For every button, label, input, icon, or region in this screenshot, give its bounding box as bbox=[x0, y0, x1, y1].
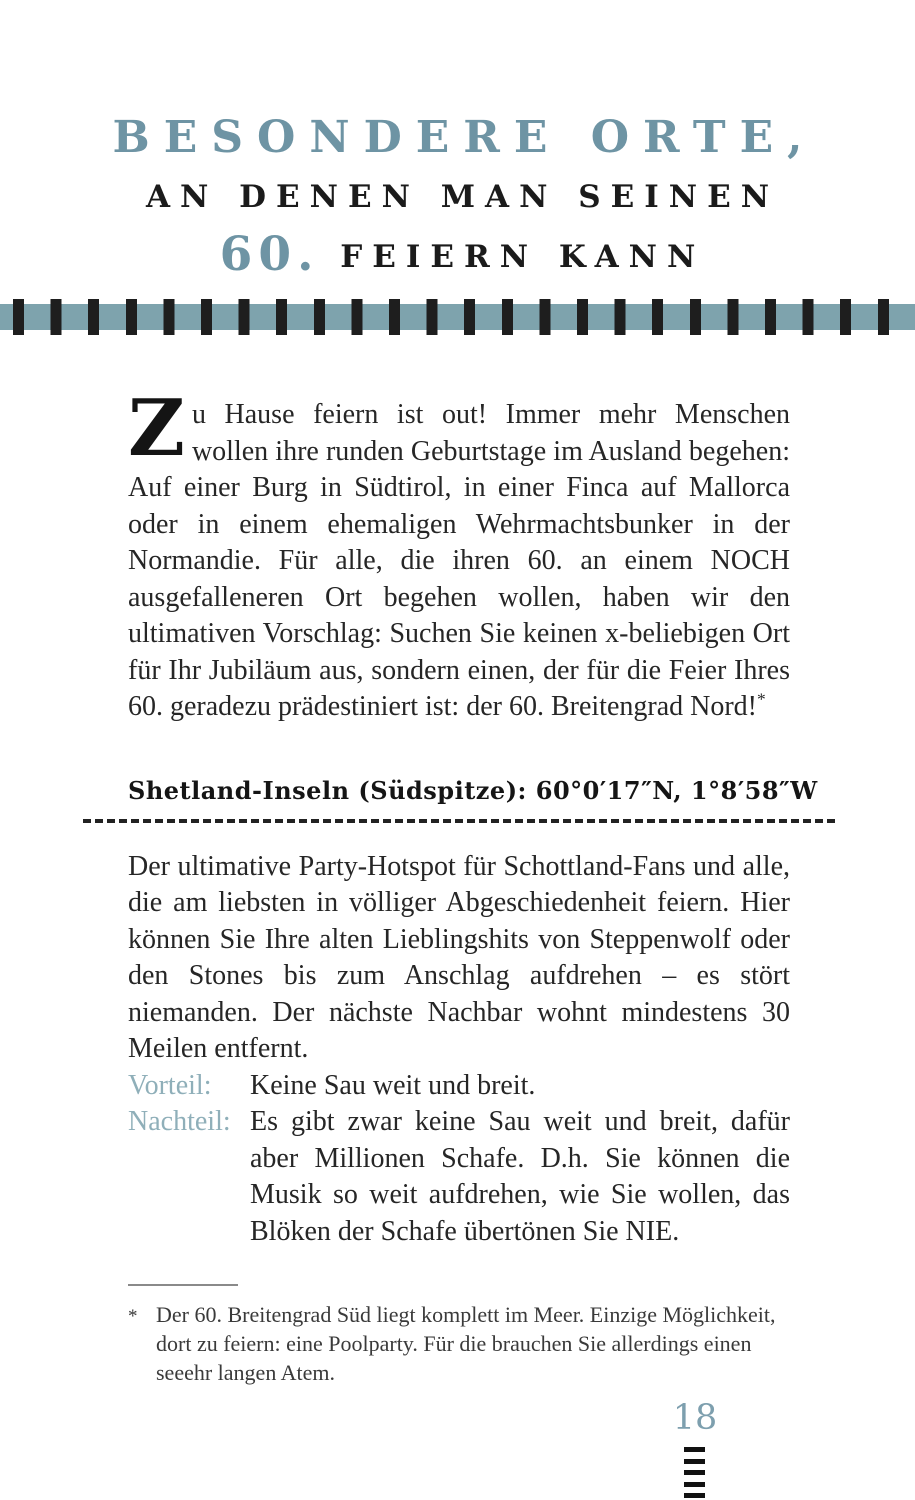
page-number: 18 bbox=[672, 1398, 718, 1438]
footer-bar bbox=[684, 1447, 705, 1452]
disadvantage-label: Nachteil: bbox=[128, 1106, 231, 1138]
advantage-row bbox=[128, 1068, 790, 1105]
decorative-stripe-band bbox=[0, 299, 915, 335]
page-body bbox=[128, 383, 818, 1387]
footnote-text: Der 60. Breitengrad Süd liegt komplett im Meer. Einzige Möglichkeit, dort zu feiern: eine Poolparty. Für die brauchen Sie allerdings einen seeehr langen Atem. bbox=[156, 1302, 776, 1386]
chapter-title-line3 bbox=[0, 224, 915, 285]
footer-bar bbox=[684, 1459, 705, 1464]
footer-bar bbox=[684, 1470, 705, 1475]
location-description: Der ultimative Party-Hotspot für Schottland-Fans und alle, die am liebsten in völliger Abgeschiedenheit feiern. Hier können Sie Ihre alten Lieblingshits von Steppenwolf oder den Stones bis zum Anschlag aufdrehen – es stört niemanden. Der nächste Nachbar wohnt mindestens 30 Meilen entfernt. bbox=[128, 850, 790, 1065]
dashed-divider bbox=[83, 819, 835, 823]
chapter-title-line2: AN DENEN MAN SEINEN bbox=[145, 178, 780, 215]
footer-bars-decoration bbox=[684, 1447, 705, 1500]
footnote-marker: * bbox=[128, 1306, 138, 1328]
advantage-text: Keine Sau weit und breit. bbox=[250, 1069, 536, 1101]
footnote-reference-asterisk: * bbox=[757, 689, 766, 709]
footer-bar bbox=[684, 1482, 705, 1487]
chapter-title-line3-text: FEIERN KANN bbox=[340, 238, 706, 275]
footnote bbox=[128, 1300, 790, 1387]
chapter-header bbox=[0, 0, 915, 285]
disadvantage-text: Es gibt zwar keine Sau weit und breit, dafür aber Millionen Schafe. D.h. Sie können die Musik so weit aufdrehen, wie Sie wollen, das Blöken der Schafe übertönen Sie NIE. bbox=[250, 1106, 790, 1247]
dropcap-letter: Z bbox=[128, 383, 185, 475]
intro-text: u Hause feiern ist out! Immer mehr Menschen wollen ihre runden Geburtstage im Ausland begehen: Auf einer Burg in Südtirol, in einer Finca auf Mallorca oder in einem ehemaligen Wehrmachtsbunker in der Normandie. Für alle, die ihren 60. an einem NOCH ausgefalleneren Ort begehen wollen, haben wir den ultimativen Vorschlag: Suchen Sie keinen x-beliebigen Ort für Ihr Jubiläum aus, sondern einen, der für die Feier Ihres 60. geradezu prädestiniert ist: der 60. Breitengrad Nord! bbox=[128, 399, 790, 723]
advantage-label: Vorteil: bbox=[128, 1069, 212, 1101]
intro-paragraph bbox=[128, 383, 790, 726]
disadvantage-row bbox=[128, 1104, 790, 1250]
footnote-divider bbox=[128, 1284, 238, 1286]
footer-bar bbox=[684, 1493, 705, 1498]
location-heading: Shetland-Inseln (Südspitze): 60°0′17″N, 1°8′58″W bbox=[128, 775, 818, 805]
chapter-title-line1: BESONDERE ORTE, bbox=[112, 112, 817, 163]
chapter-title-number: 60. bbox=[219, 226, 320, 282]
